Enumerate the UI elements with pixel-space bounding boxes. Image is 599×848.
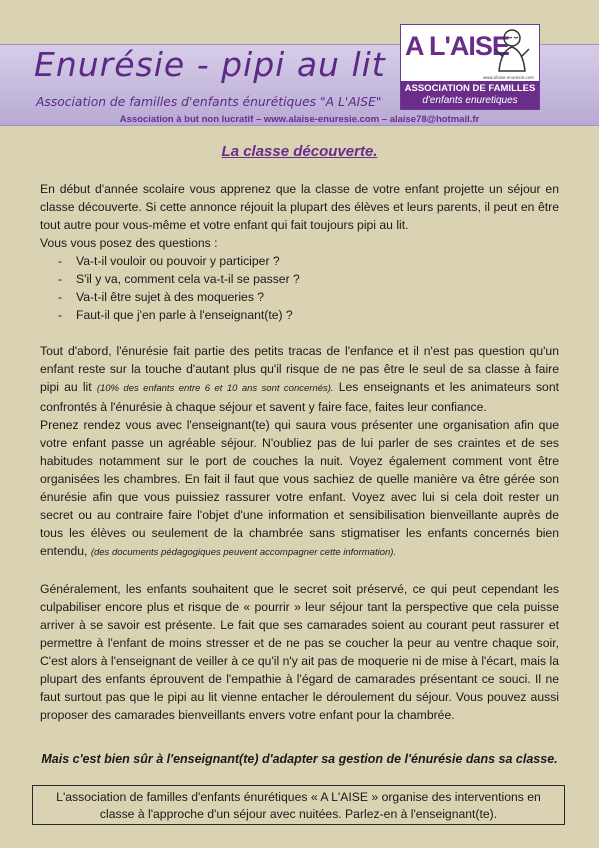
questions-list (40, 252, 559, 324)
logo-line-1: ASSOCIATION DE FAMILLES (404, 83, 536, 94)
intro-paragraph: En début d'année scolaire vous apprenez que la classe de votre enfant projette un séjour en classe découverte. Si cette annonce réjouit la plupart des élèves et leurs parents, il peut en être tout autre pour vous-même et votre enfant qui fait toujours pipi au lit. (40, 182, 559, 232)
questions-lead: Vous vous posez des questions : (40, 236, 218, 250)
sleeping-child-icon (489, 27, 535, 75)
document-title: La classe découverte. (221, 143, 378, 160)
paragraph-third: Généralement, les enfants souhaitent que le secret soit préservé, ce qui peut cependant les culpabiliser encore plus et risque de « pourrir » leur séjour tant la perspective que cela puisse arriver à se savoir est présente. Le fait que ses camarades soient au courant peut rassurer et permettre à l'enfant de moins stresser et de ne pas se coucher la peur au ventre chaque soir, C'est alors à l'enseignant de veiller à ce qu'il n'y ait pas de moquerie ni de mise à l'écart, mais la plupart des enfants éprouvent de l'empathie à l'égard de camarades présentant ce souci. Il ne faut surtout pas que le pipi au lit vienne entacher le déroulement du séjour. Vous pouvez aussi proposer des camarades bienveillants envers votre enfant pour la chambrée. (40, 582, 559, 722)
page-subtitle: Association de familles d'enfants énurétiques "A L'AISE" (36, 95, 382, 109)
contact-line: Association à but non lucratif – www.alaise-enuresie.com – alaise78@hotmail.fr (119, 114, 480, 125)
list-item: - S'il y va, comment cela va-t-il se passer ? (76, 270, 559, 288)
footer-box: L'association de familles d'enfants énurétiques « A L'AISE » organise des interventions en classe à l'approche d'un séjour avec nuitées. Parlez-en à l'enseignant(te). (32, 785, 565, 825)
paragraph-text: Prenez rendez vous avec l'enseignant(te) qui saura vous présenter une organisation afin que votre enfant passe un agréable séjour. N'oubliez pas de lui parler de ses craintes et de ses habitudes notamment sur le port de couches la nuit. Voyez également comment vont être organisées les chambres. En fait il faut que vous sachiez de quelle manière va être gérée son énurésie afin que vous puissiez rassurer votre enfant. Voyez avec lui si cela doit rester un secret ou au contraire faire l'objet d'une information et sensibilisation bienveillante auprès de tous les élèves ou seulement de la chambrée sans stigmatiser les enfants concernés bien entendu, (40, 418, 559, 558)
logo-url: www.alaise-enuresie.com (483, 75, 534, 80)
paragraph-text: Les enseignants et les animateurs sont confrontés à l'énurésie à chaque séjour et savent y faire face, faites leur confiance. (40, 380, 560, 414)
logo-wordmark: A L'AISE (405, 31, 509, 61)
logo-line-2: d'enfants enuretiques (422, 95, 518, 106)
logo-band (401, 81, 539, 109)
list-item: - Va-t-il être sujet à des moqueries ? (76, 288, 559, 306)
paragraph-note: (des documents pédagogiques peuvent accompagner cette information). (90, 547, 397, 558)
document-body (40, 180, 559, 724)
paragraph-first (40, 342, 559, 416)
paragraph-note: (10% des enfants entre 6 et 10 ans sont concernés). (96, 383, 334, 394)
page-title: Enurésie - pipi au lit (34, 45, 386, 84)
list-item: - Faut-il que j'en parle à l'enseignant(te) ? (76, 306, 559, 324)
paragraph-text: Tout d'abord, l'énurésie fait partie des petits tracas de l'enfance et il n'est pas question qu'un enfant reste sur la touche d'autant plus qu'il risque de ne pas être le seul de sa classe à faire pipi au lit (40, 344, 559, 394)
paragraph-second (40, 416, 559, 562)
closing-statement: Mais c'est bien sûr à l'enseignant(te) d'adapter sa gestion de l'énurésie dans sa classe. (41, 752, 558, 766)
list-item: - Va-t-il vouloir ou pouvoir y participer ? (76, 252, 559, 270)
association-logo (400, 24, 540, 110)
